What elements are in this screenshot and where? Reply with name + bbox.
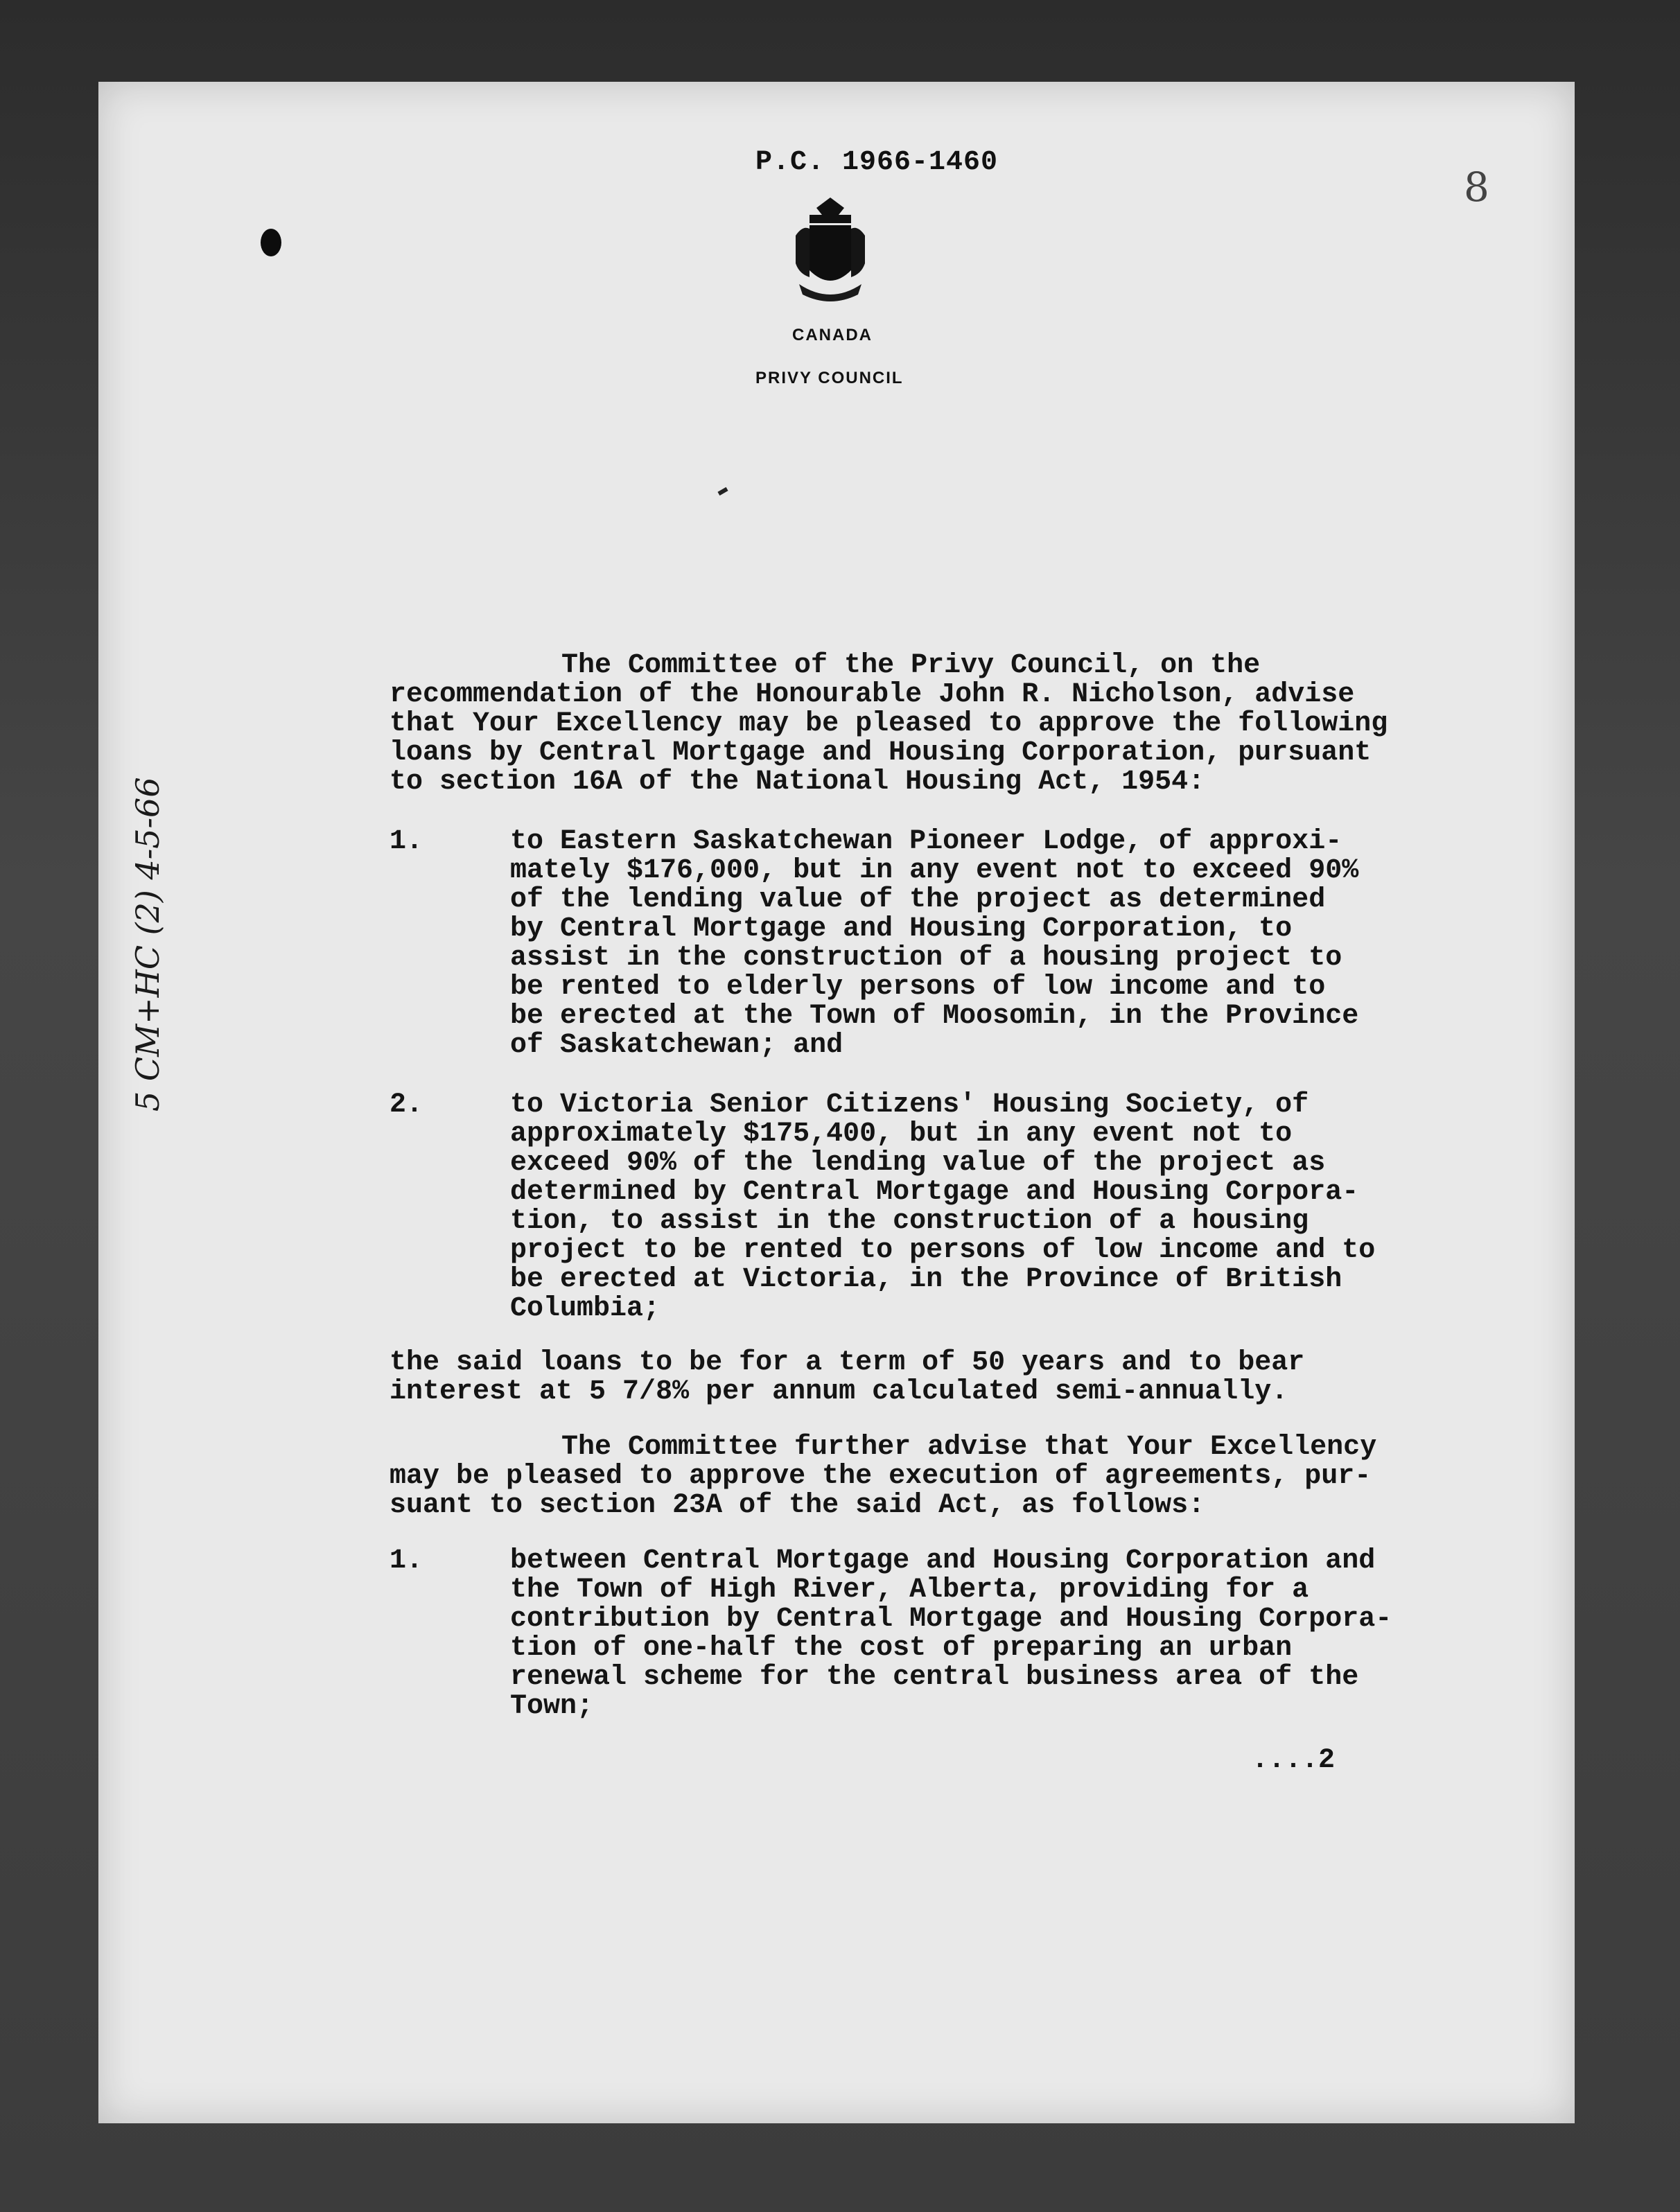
terms-line: interest at 5 7/8% per annum calculated semi-annually. — [390, 1376, 1288, 1407]
loan-line: tion, to assist in the construction of a housing — [510, 1206, 1309, 1237]
loan-line: to Victoria Senior Citizens' Housing Society, of — [510, 1089, 1309, 1121]
loan-line: determined by Central Mortgage and Housing Corpora- — [510, 1177, 1359, 1208]
loan-line: Columbia; — [510, 1293, 660, 1324]
loan-line: mately $176,000, but in any event not to exceed 90% — [510, 855, 1359, 886]
agreement-line: Town; — [510, 1691, 594, 1722]
terms-line: the said loans to be for a term of 50 years and to bear — [390, 1347, 1305, 1378]
handwritten-margin-note: 5 CM+HC (2) 4-5-66 — [129, 777, 166, 1112]
loan-line: approximately $175,400, but in any event not to — [510, 1118, 1293, 1150]
loan-line: be rented to elderly persons of low income and to — [510, 972, 1326, 1003]
intro-line: loans by Central Mortgage and Housing Corporation, pursuant — [390, 737, 1372, 769]
agreement-line: contribution by Central Mortgage and Housing Corpora- — [510, 1604, 1392, 1635]
coat-of-arms-icon — [789, 194, 872, 308]
office-label: PRIVY COUNCIL — [755, 369, 904, 387]
loan-line: be erected at the Town of Moosomin, in the Province — [510, 1001, 1359, 1032]
further-line: suant to section 23A of the said Act, as follows: — [390, 1490, 1205, 1521]
punch-hole-mark — [261, 229, 281, 256]
order-number: P.C. 1966-1460 — [755, 147, 999, 178]
loan-line: assist in the construction of a housing project to — [510, 942, 1342, 974]
further-line: may be pleased to approve the execution of agreements, pur- — [390, 1461, 1372, 1492]
loan-line: exceed 90% of the lending value of the project as — [510, 1148, 1326, 1179]
country-label: CANADA — [792, 326, 873, 344]
loan-line: of Saskatchewan; and — [510, 1030, 843, 1061]
loan-number: 2. — [390, 1089, 423, 1121]
loan-line: to Eastern Saskatchewan Pioneer Lodge, of approxi- — [510, 826, 1342, 857]
loan-line: project to be rented to persons of low income and to — [510, 1235, 1376, 1266]
page-number: 8 — [1464, 164, 1489, 211]
loan-line: be erected at Victoria, in the Province of British — [510, 1264, 1342, 1295]
continuation-marker: ....2 — [1252, 1745, 1336, 1776]
agreement-line: the Town of High River, Alberta, providing for a — [510, 1574, 1309, 1606]
intro-line: recommendation of the Honourable John R. Nicholson, advise — [390, 679, 1355, 710]
intro-line: to section 16A of the National Housing Act, 1954: — [390, 766, 1205, 798]
loan-line: by Central Mortgage and Housing Corporation, to — [510, 913, 1293, 945]
intro-line: The Committee of the Privy Council, on the — [561, 650, 1261, 681]
agreement-number: 1. — [390, 1545, 423, 1577]
further-line: The Committee further advise that Your Excellency — [561, 1432, 1377, 1463]
agreement-line: tion of one-half the cost of preparing an urban — [510, 1633, 1293, 1664]
intro-line: that Your Excellency may be pleased to approve the following — [390, 708, 1388, 739]
loan-number: 1. — [390, 826, 423, 857]
agreement-line: renewal scheme for the central business area of the — [510, 1662, 1359, 1693]
loan-line: of the lending value of the project as determined — [510, 884, 1326, 915]
agreement-line: between Central Mortgage and Housing Corporation and — [510, 1545, 1376, 1577]
